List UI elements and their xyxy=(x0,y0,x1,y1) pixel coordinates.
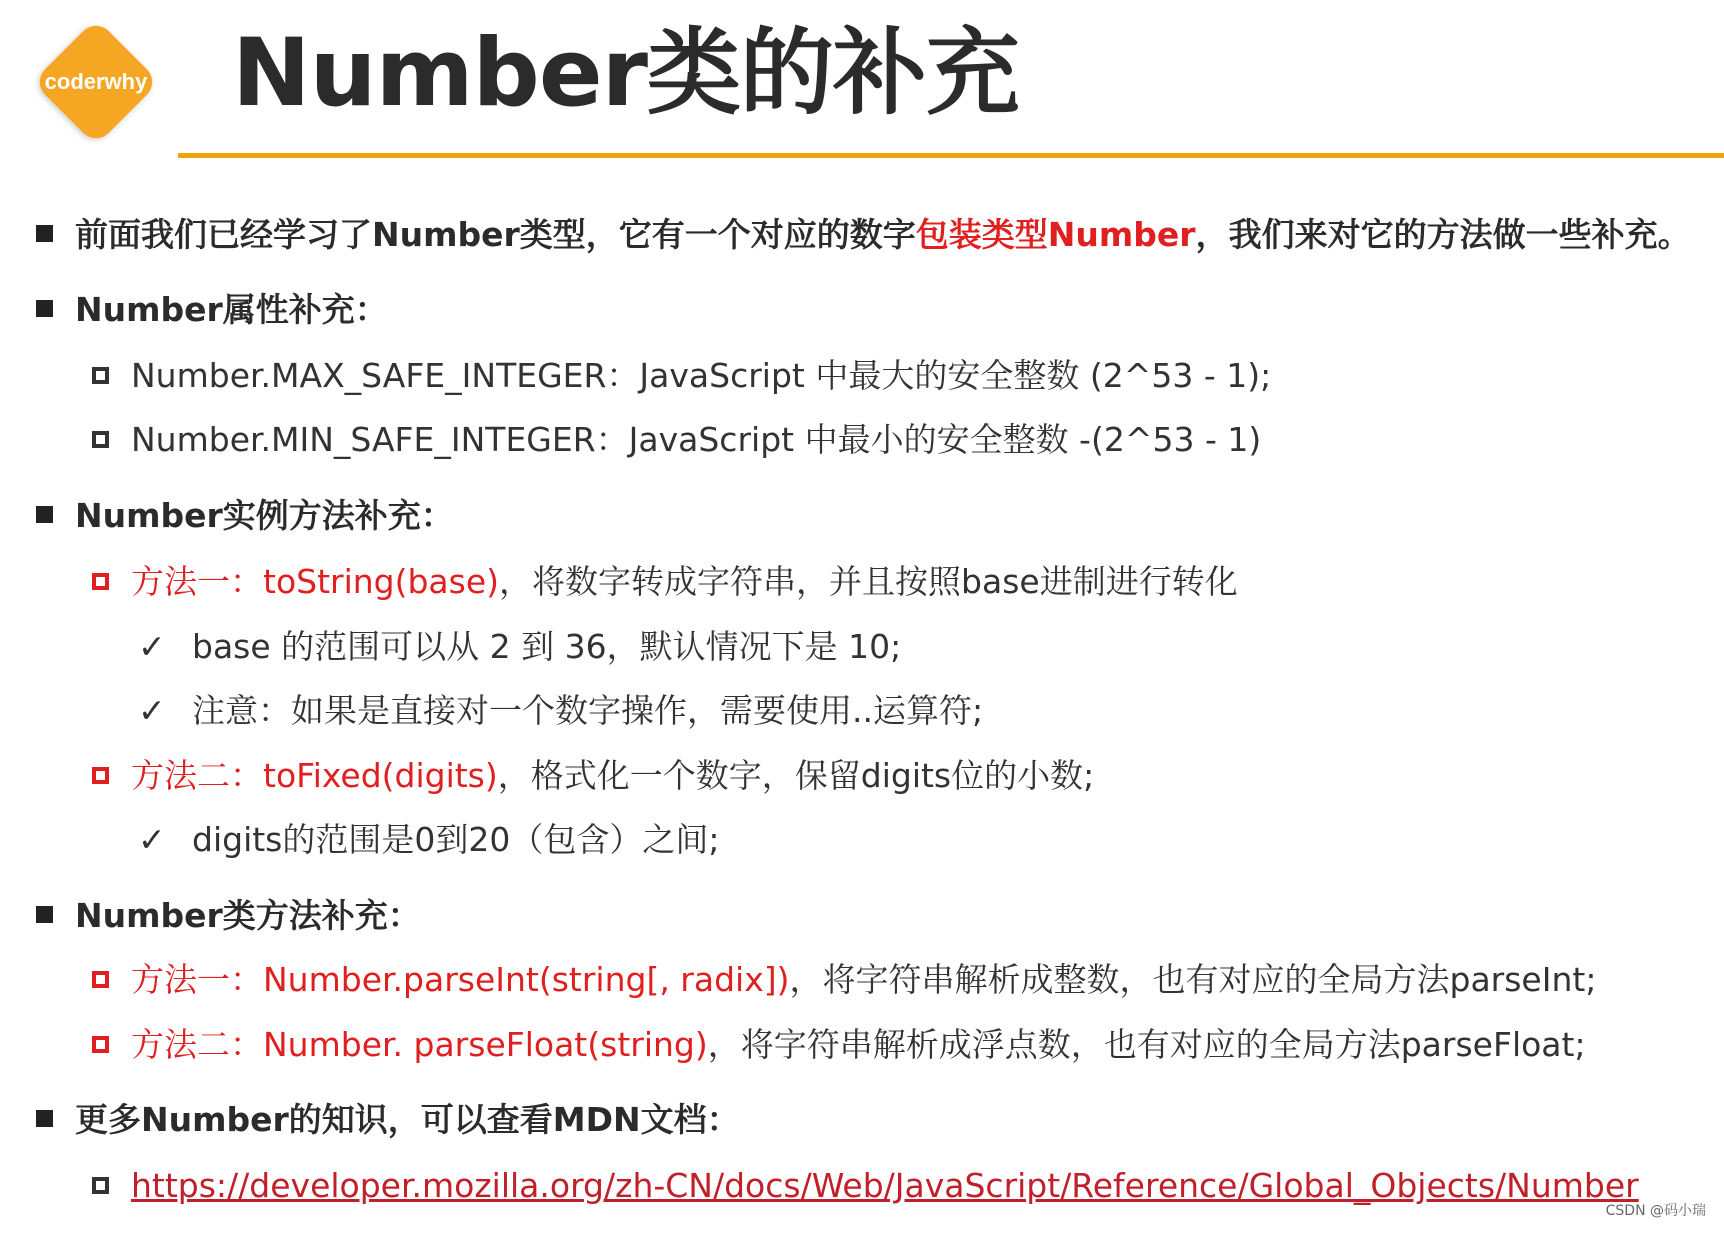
property-item xyxy=(92,420,1261,460)
method-desc: ，格式化一个数字，保留digits位的小数; xyxy=(497,756,1095,795)
mdn-link-row xyxy=(92,1166,1639,1206)
hollow-square-icon xyxy=(92,367,109,384)
method-desc: ，将字符串解析成整数，也有对应的全局方法parseInt; xyxy=(789,960,1597,999)
intro-line xyxy=(36,215,1691,255)
logo-text: coderwhy xyxy=(44,69,148,94)
title-underline xyxy=(178,153,1724,158)
mdn-link[interactable]: https://developer.mozilla.org/zh-CN/docs/Web/JavaScript/Reference/Global_Objects/Number xyxy=(131,1166,1639,1205)
more-heading xyxy=(36,1100,740,1140)
note-text: base 的范围可以从 2 到 36，默认情况下是 10; xyxy=(192,627,902,666)
method-desc: ，将字符串解析成浮点数，也有对应的全局方法parseFloat; xyxy=(707,1025,1586,1064)
check-icon: ✓ xyxy=(138,691,166,730)
coderwhy-logo xyxy=(26,12,166,152)
filled-square-icon xyxy=(36,1110,53,1127)
hollow-square-icon xyxy=(92,767,109,784)
method-label: 方法一：Number.parseInt(string[, radix]) xyxy=(131,960,790,999)
note-text: digits的范围是0到20（包含）之间; xyxy=(192,820,720,859)
properties-heading xyxy=(36,290,388,330)
instance-method-tofixed xyxy=(92,756,1094,796)
hollow-square-icon xyxy=(92,971,109,988)
class-methods-heading-text: Number类方法补充： xyxy=(75,896,421,935)
class-method-parsefloat xyxy=(92,1025,1586,1065)
note-item xyxy=(138,691,983,731)
property-item-text: Number.MAX_SAFE_INTEGER：JavaScript 中最大的安全整数 (2^53 - 1); xyxy=(131,356,1272,395)
intro-highlight: 包装类型Number xyxy=(915,215,1196,254)
hollow-square-icon xyxy=(92,431,109,448)
instance-method-tostring xyxy=(92,562,1238,602)
hollow-square-icon xyxy=(92,1177,109,1194)
properties-heading-text: Number属性补充： xyxy=(75,290,388,329)
note-item xyxy=(138,820,719,860)
class-methods-heading xyxy=(36,896,421,936)
hollow-square-icon xyxy=(92,573,109,590)
method-label: 方法二：Number. parseFloat(string) xyxy=(131,1025,708,1064)
method-label: 方法二：toFixed(digits) xyxy=(131,756,498,795)
method-desc: ，将数字转成字符串，并且按照base进制进行转化 xyxy=(499,562,1238,601)
filled-square-icon xyxy=(36,506,53,523)
instance-methods-heading xyxy=(36,496,454,536)
note-item xyxy=(138,627,901,667)
filled-square-icon xyxy=(36,225,53,242)
note-text: 注意：如果是直接对一个数字操作，需要使用..运算符; xyxy=(192,691,984,730)
intro-post: ，我们来对它的方法做一些补充。 xyxy=(1195,215,1691,254)
method-label: 方法一：toString(base) xyxy=(131,562,500,601)
class-method-parseint xyxy=(92,960,1596,1000)
intro-pre: 前面我们已经学习了Number类型，它有一个对应的数字 xyxy=(75,215,916,254)
hollow-square-icon xyxy=(92,1036,109,1053)
more-heading-text: 更多Number的知识，可以查看MDN文档： xyxy=(75,1100,740,1139)
check-icon: ✓ xyxy=(138,627,166,666)
property-item xyxy=(92,356,1271,396)
watermark: CSDN @码小瑞 xyxy=(1605,1203,1706,1219)
filled-square-icon xyxy=(36,300,53,317)
check-icon: ✓ xyxy=(138,820,166,859)
property-item-text: Number.MIN_SAFE_INTEGER：JavaScript 中最小的安全整数 -(2^53 - 1) xyxy=(131,420,1262,459)
filled-square-icon xyxy=(36,906,53,923)
instance-methods-heading-text: Number实例方法补充： xyxy=(75,496,454,535)
page-title: Number类的补充 xyxy=(232,19,1019,128)
